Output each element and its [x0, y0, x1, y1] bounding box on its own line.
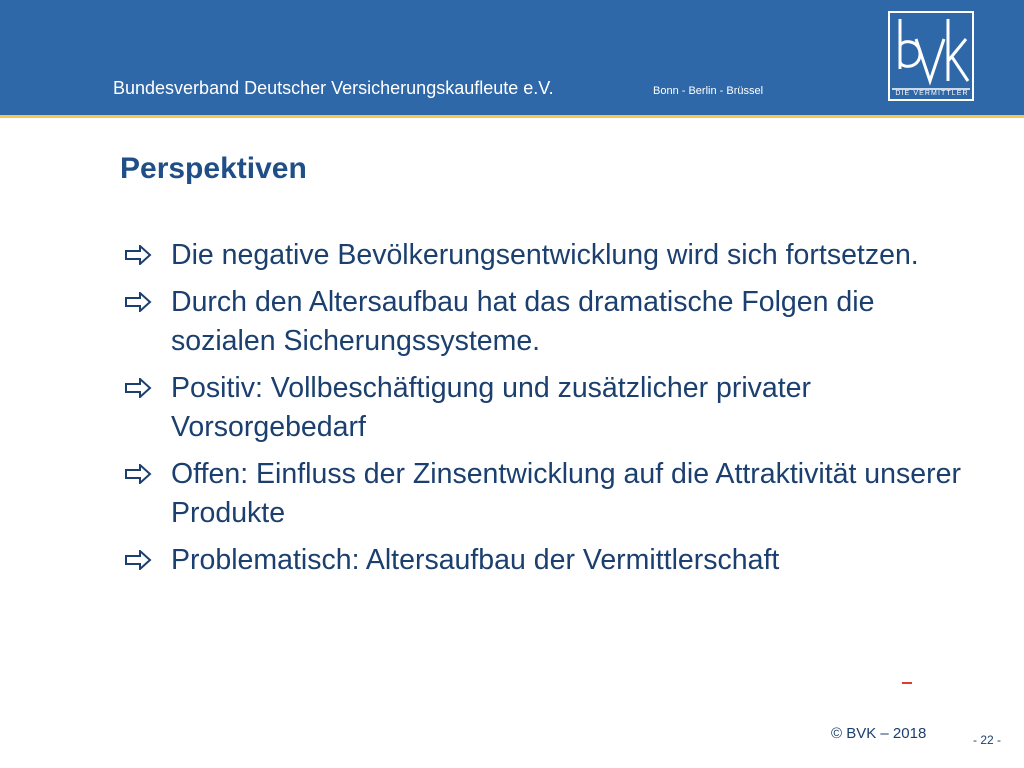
locations-text: Bonn - Berlin - Brüssel [653, 85, 764, 97]
slide-title: Perspektiven [120, 152, 307, 185]
bullet-list [124, 236, 984, 588]
bullet-text: Durch den Altersaufbau hat das dramatische Folgen die sozialen Sicherungssysteme. [171, 286, 875, 357]
page-number: - 22 - [973, 733, 1002, 747]
header-bar [0, 0, 1024, 115]
right-arrow-icon [124, 292, 152, 312]
right-arrow-icon [124, 550, 152, 570]
bullet-text: Problematisch: Altersaufbau der Vermittlerschaft [171, 544, 780, 576]
bullet-text: Die negative Bevölkerungsentwicklung wird sich fortsetzen. [171, 239, 919, 271]
bullet-item [124, 369, 984, 447]
bullet-item [124, 283, 984, 361]
text-cursor-mark [902, 682, 912, 684]
bullet-item [124, 455, 984, 533]
bullet-item [124, 541, 984, 580]
bullet-text: Positiv: Vollbeschäftigung und zusätzlicher privater Vorsorgebedarf [171, 372, 812, 443]
right-arrow-icon [124, 378, 152, 398]
logo-caption: DIE VERMITTLER [895, 90, 969, 97]
organization-name: Bundesverband Deutscher Versicherungskaufleute e.V. [113, 78, 554, 98]
bullet-text: Offen: Einfluss der Zinsentwicklung auf die Attraktivität unserer Produkte [171, 458, 961, 529]
right-arrow-icon [124, 464, 152, 484]
right-arrow-icon [124, 245, 152, 265]
header-divider [0, 115, 1024, 118]
bullet-item [124, 236, 984, 275]
copyright-text: © BVK – 2018 [831, 725, 927, 742]
